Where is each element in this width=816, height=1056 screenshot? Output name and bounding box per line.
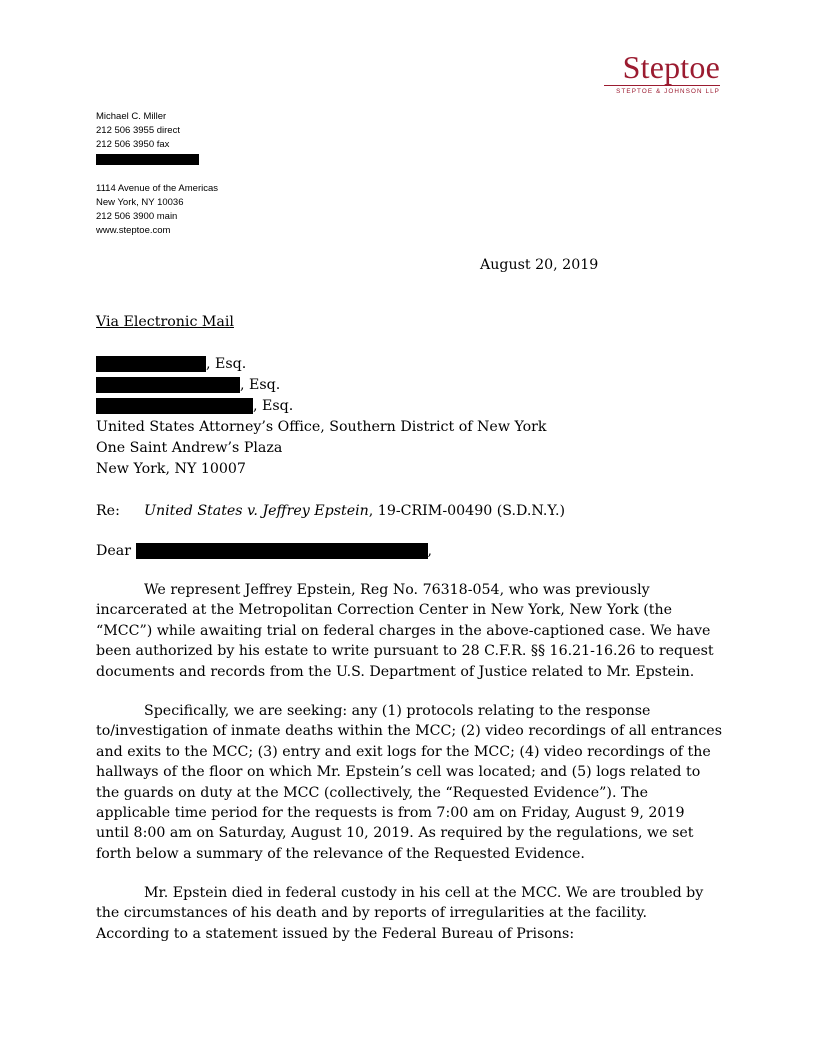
logo-wordmark: Steptoe xyxy=(622,49,720,85)
sender-block xyxy=(96,110,199,166)
recipient-1 xyxy=(96,355,246,373)
body-paragraph-3 xyxy=(96,883,722,944)
salutation xyxy=(96,542,432,560)
logo-divider xyxy=(604,85,720,86)
esq-suffix: , Esq. xyxy=(253,398,294,414)
case-number: , 19-CRIM-00490 (S.D.N.Y.) xyxy=(368,503,565,519)
recipient-street: One Saint Andrew’s Plaza xyxy=(96,440,283,456)
esq-suffix: , Esq. xyxy=(206,356,247,372)
recipient-office: United States Attorney’s Office, Southern District of New York xyxy=(96,419,547,435)
redaction-bar xyxy=(136,543,428,559)
logo-subtitle: STEPTOE & JOHNSON LLP xyxy=(616,88,720,95)
office-website: www.steptoe.com xyxy=(96,225,171,236)
case-name: United States v. Jeffrey Epstein xyxy=(144,503,369,519)
re-label: Re: xyxy=(96,503,120,519)
sender-name: Michael C. Miller xyxy=(96,111,167,122)
re-line xyxy=(96,502,565,520)
redaction-bar xyxy=(96,356,206,372)
redaction-bar xyxy=(96,398,253,414)
office-city: New York, NY 10036 xyxy=(96,197,184,208)
redaction-bar xyxy=(96,154,199,165)
salutation-comma: , xyxy=(427,543,433,559)
sender-phone-fax: 212 506 3950 fax xyxy=(96,139,170,150)
paragraph-text: We represent Jeffrey Epstein, Reg No. 76318-054, who was previously incarcerated at the Metropolitan Correction Center in New York, New York (the “MCC”) while awaiting trial on federal charges in the above-captioned case. We have been authorized by his estate to write pursuant to 28 C.F.R. §§ 16.21-16.26 to request documents and records from the U.S. Department of Justice related to Mr. Epstein. xyxy=(96,582,714,680)
recipient-2 xyxy=(96,376,280,394)
body-paragraph-1 xyxy=(96,580,722,682)
recipient-3 xyxy=(96,397,293,415)
office-street: 1114 Avenue of the Americas xyxy=(96,183,219,194)
sender-phone-direct: 212 506 3955 direct xyxy=(96,125,180,136)
salutation-dear: Dear xyxy=(96,543,132,559)
office-phone: 212 506 3900 main xyxy=(96,211,178,222)
letter-date: August 20, 2019 xyxy=(480,257,599,273)
paragraph-text: Mr. Epstein died in federal custody in his cell at the MCC. We are troubled by the circumstances of his death and by reports of irregularities at the facility. According to a statement issued by the Federal Bureau of Prisons: xyxy=(96,885,704,942)
body-paragraph-2 xyxy=(96,701,722,864)
esq-suffix: , Esq. xyxy=(240,377,281,393)
recipient-city: New York, NY 10007 xyxy=(96,461,246,477)
steptoe-logo xyxy=(604,50,720,95)
paragraph-text: Specifically, we are seeking: any (1) protocols relating to the response to/investigation of inmate deaths within the MCC; (2) video recordings of all entrances and exits to the MCC; (3) entry and exit logs for the MCC; (4) video recordings of the hallways of the floor on which Mr. Epstein’s cell was located; and (5) logs related to the guards on duty at the MCC (collectively, the “Requested Evidence”). The applicable time period for the requests is from 7:00 am on Friday, August 9, 2019 until 8:00 am on Saturday, August 10, 2019. As required by the regulations, we set forth below a summary of the relevance of the Requested Evidence. xyxy=(96,703,722,862)
office-address xyxy=(96,182,218,238)
delivery-method: Via Electronic Mail xyxy=(96,314,234,330)
redaction-bar xyxy=(96,377,240,393)
